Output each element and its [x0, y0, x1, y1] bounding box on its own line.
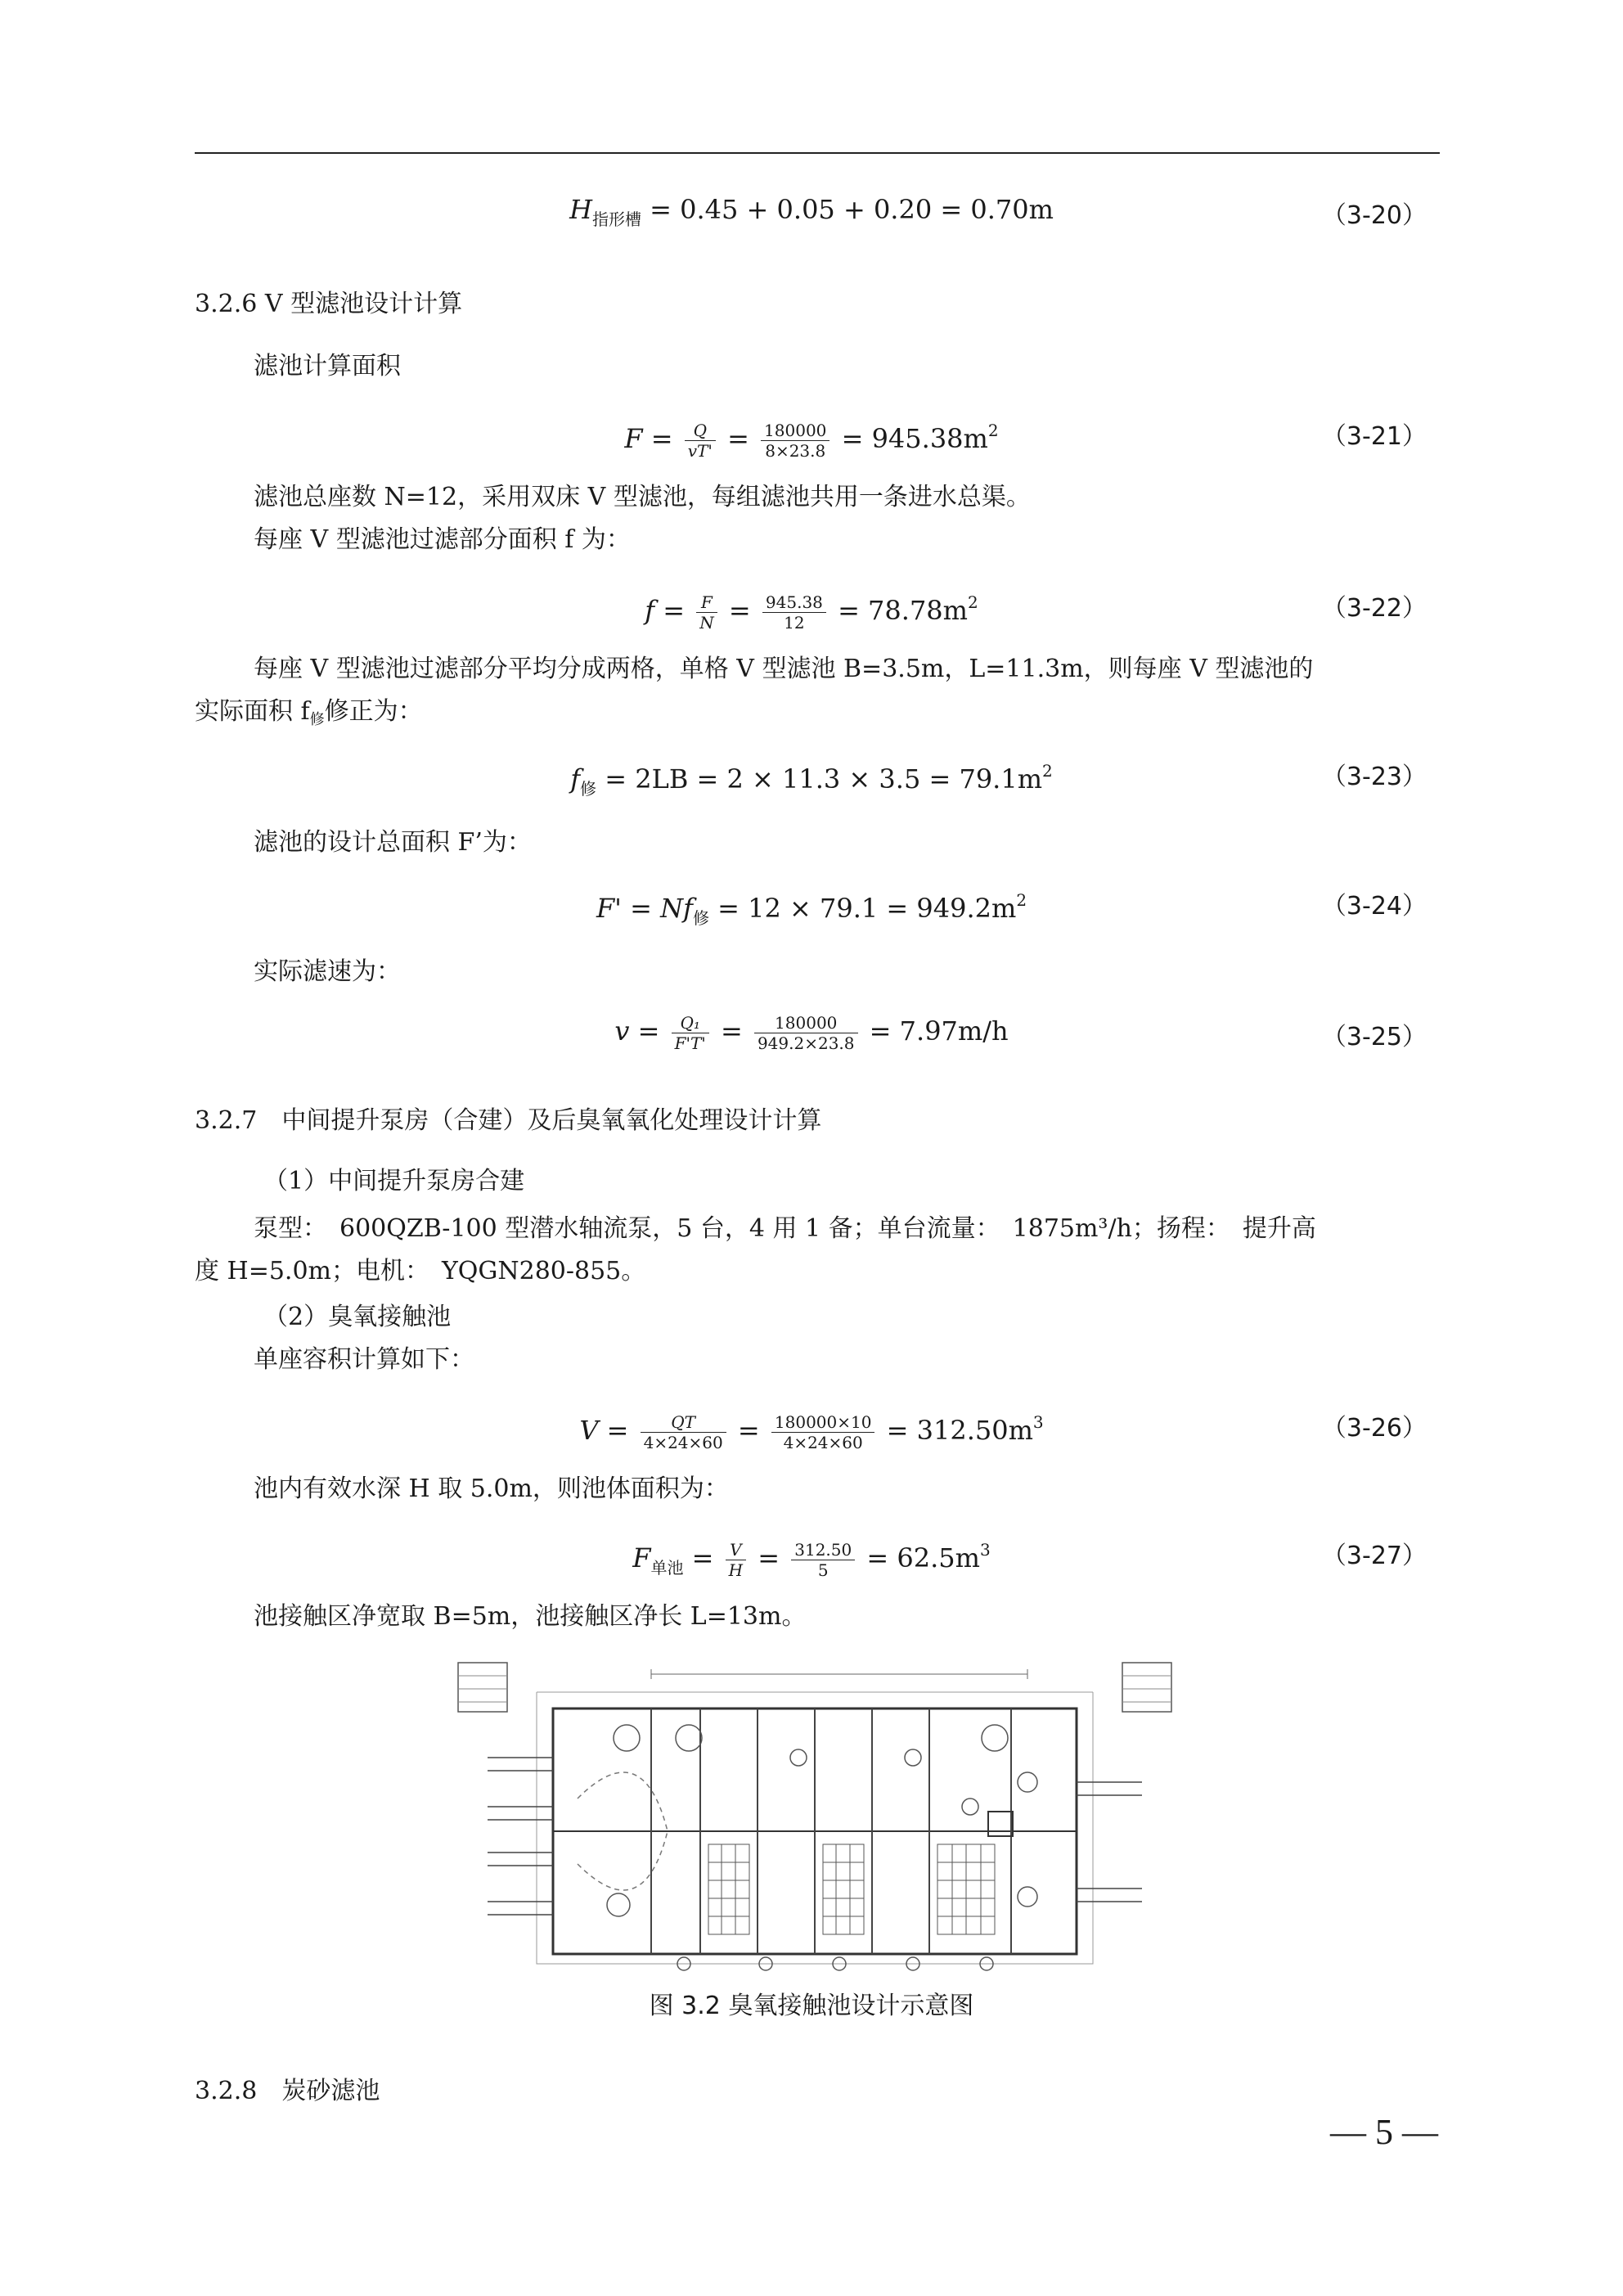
section-heading-3-2-8: 3.2.8 炭砂滤池 — [195, 2077, 380, 2105]
equation-3-21: F = $\frac{Q}{vT'}$ = $\frac{180000}{8\times 23.8}$ = $945.38m^2$ — [624, 421, 999, 461]
section-heading-3-2-7: 3.2.7 中间提升泵房（合建）及后臭氧氧化处理设计计算 — [195, 1106, 822, 1135]
paragraph: 实际滤速为： — [254, 957, 401, 986]
paragraph: 池内有效水深 H 取 5.0m，则池体面积为： — [254, 1474, 729, 1503]
equation-3-27: $F_{单池}$ = $\frac{V}{H}$ = $\frac{312.50}{5}$ = $62.5m^3$ — [632, 1540, 991, 1580]
figure-caption: 图 3.2 臭氧接触池设计示意图 — [649, 1992, 974, 2020]
equation-number: （3-25） — [1321, 1023, 1427, 1051]
equation-number: （3-23） — [1321, 763, 1427, 791]
paragraph: 单座容积计算如下： — [254, 1345, 474, 1374]
paragraph: 泵型： 600QZB-100 型潜水轴流泵，5 台，4 用 1 备；单台流量： 1875m³/h；扬程： 提升高 — [254, 1214, 1316, 1243]
equation-number: （3-20） — [1321, 201, 1427, 230]
paragraph: 滤池计算面积 — [254, 352, 401, 380]
list-item: （2）臭氧接触池 — [263, 1303, 452, 1331]
paragraph: 实际面积 $f_修$修正为： — [195, 697, 423, 728]
section-heading-3-2-6: 3.2.6 V 型滤池设计计算 — [195, 290, 463, 318]
paragraph: 每座 V 型滤池过滤部分面积 f 为： — [254, 525, 631, 554]
page-number: — 5 — — [1330, 2112, 1438, 2152]
paragraph: 滤池总座数 N=12，采用双床 V 型滤池，每组滤池共用一条进水总渠。 — [254, 483, 1031, 511]
equation-number: （3-22） — [1321, 594, 1427, 623]
paragraph: 池接触区净宽取 B=5m，池接触区净长 L=13m。 — [254, 1602, 807, 1631]
equation-3-25: v = $\frac{\text{Q₁}}{F'T'}$ = $\frac{180000}{949.2\times 23.8}$ = 7.97m/h — [614, 1013, 1009, 1053]
equation-3-22: f = $\frac{F}{N}$ = $\frac{945.38}{12}$ = $78.78m^2$ — [645, 592, 978, 633]
equation-3-23: $f_修 = 2LB = 2 \times 11.3 \times 3.5 = 79.1m^2$ — [570, 761, 1053, 799]
equation-3-24: $F' = Nf_修 = 12 \times 79.1 = 949.2m^2$ — [596, 890, 1027, 928]
ozone-contact-tank-drawing — [455, 1659, 1175, 1972]
equation-number: （3-26） — [1321, 1414, 1427, 1443]
paragraph: 度 H=5.0m；电机： YQGN280-855。 — [195, 1257, 646, 1285]
header-rule — [195, 152, 1440, 154]
equation-number: （3-21） — [1321, 422, 1427, 451]
list-item: （1）中间提升泵房合建 — [263, 1167, 525, 1195]
equation-number: （3-27） — [1321, 1542, 1427, 1570]
equation-3-26: V = $\frac{QT}{4\times 24\times 60}$ = $\frac{180000\times 10}{4\times 24\times 60}$ = $312.50m^3$ — [579, 1412, 1044, 1452]
paragraph: 滤池的设计总面积 F’为： — [254, 828, 532, 857]
paragraph: 每座 V 型滤池过滤部分平均分成两格，单格 V 型滤池 B=3.5m，L=11.3m，则每座 V 型滤池的 — [254, 655, 1314, 683]
equation-number: （3-24） — [1321, 892, 1427, 921]
equation-3-20: $H_{指形槽} = 0.45 + 0.05 + 0.20 = 0.70m$ — [569, 194, 1054, 229]
